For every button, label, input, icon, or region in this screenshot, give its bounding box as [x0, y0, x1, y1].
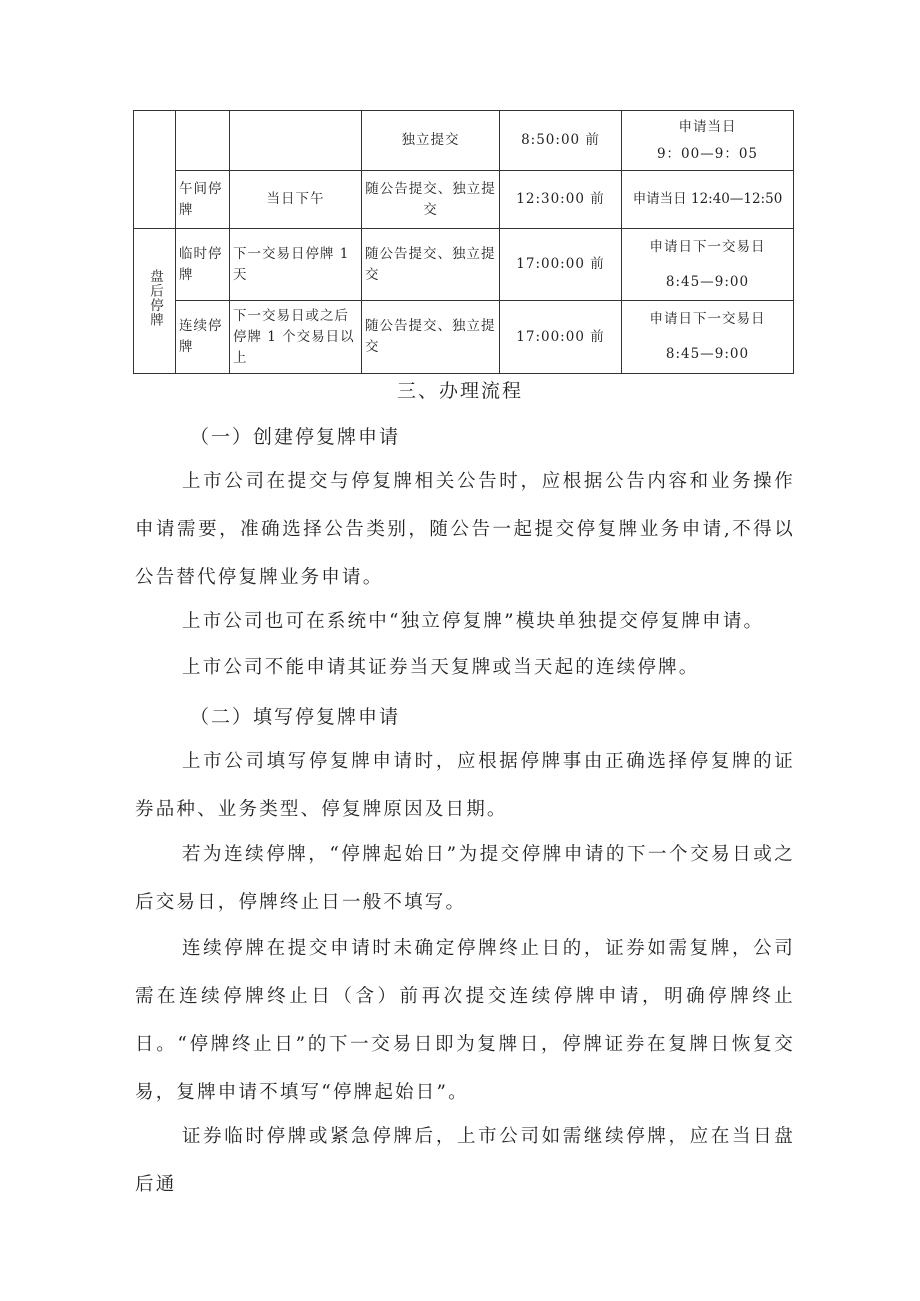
paragraph-3 [135, 644, 795, 692]
paragraph-text: 连续停牌在提交申请时未确定停牌终止日的，证券如需复牌，公司需在连续停牌终止日（含）前再次提交连续停牌申请，明确停牌终止日。“停牌终止日”的下一交易日即为复牌日，停牌证券在复牌日恢复交易，复牌申请不填写“停牌起始日”。 [135, 938, 795, 1103]
table-row [134, 171, 794, 229]
window-line-1: 申请日下一交易日 [649, 311, 766, 327]
table-cell-window: 申请当日 12:40—12:50 [622, 171, 794, 229]
table-cell-deadline: 17:00:00 前 [500, 301, 622, 374]
table-cell-time [230, 111, 362, 171]
table-cell-mode: 独立提交 [362, 111, 500, 171]
table-cell-window [622, 229, 794, 301]
category-label: 盘后停牌 [147, 268, 163, 327]
section-title: 三、办理流程 [396, 380, 523, 402]
table-cell-deadline: 8:50:00 前 [500, 111, 622, 171]
paragraph-2 [135, 598, 795, 646]
window-line-2: 9：00—9：05 [656, 145, 759, 162]
table-row [134, 301, 794, 374]
window-line-2: 8:45—9:00 [665, 346, 750, 362]
paragraph-1 [135, 458, 795, 602]
paragraph-7 [135, 1113, 795, 1209]
window-line-1: 申请当日 [678, 118, 737, 135]
paragraph-6 [135, 925, 795, 1117]
paragraph-text: 上市公司在提交与停复牌相关公告时，应根据公告内容和业务操作申请需要，准确选择公告类别，随公告一起提交停复牌业务申请,不得以公告替代停复牌业务申请。 [135, 471, 795, 588]
paragraph-text: 上市公司也可在系统中“独立停复牌”模块单独提交停复牌申请。 [182, 611, 765, 632]
table-cell-mode: 随公告提交、独立提交 [362, 301, 500, 374]
suspension-rules-table [133, 110, 794, 374]
table-cell-deadline: 17:00:00 前 [500, 229, 622, 301]
table-cell-type: 午间停牌 [176, 171, 230, 229]
paragraph-text: 上市公司不能申请其证券当天复牌或当天起的连续停牌。 [182, 657, 700, 678]
table-cell-window [622, 111, 794, 171]
table-cell-mode: 随公告提交、独立提交 [362, 229, 500, 301]
table-cell-category [134, 229, 176, 374]
table-cell-time: 当日下午 [230, 171, 362, 229]
paragraph-text: 证券临时停牌或紧急停牌后，上市公司如需继续停牌，应在当日盘后通 [135, 1126, 795, 1195]
paragraph-text: 上市公司填写停复牌申请时，应根据停牌事由正确选择停复牌的证券品种、业务类型、停复牌原因及日期。 [135, 751, 795, 820]
table-cell-mode: 随公告提交、独立提交 [362, 171, 500, 229]
paragraph-text: 若为连续停牌，“停牌起始日”为提交停牌申请的下一个交易日或之后交易日，停牌终止日一般不填写。 [135, 844, 795, 913]
table-row [134, 111, 794, 171]
table-cell-deadline: 12:30:00 前 [500, 171, 622, 229]
table-cell-category [134, 111, 176, 229]
window-line-2: 8:45—9:00 [665, 273, 750, 290]
table-cell-time: 下一交易日停牌 1 天 [230, 229, 362, 301]
subsection-heading-2: （二）填写停复牌申请 [190, 706, 401, 728]
table-cell-type: 临时停牌 [176, 229, 230, 301]
table-cell-type [176, 111, 230, 171]
paragraph-4 [135, 738, 795, 834]
paragraph-5 [135, 831, 795, 927]
window-line-1: 申请日下一交易日 [649, 238, 766, 255]
subsection-heading-1: （一）创建停复牌申请 [190, 426, 401, 448]
table-row [134, 229, 794, 301]
table-cell-time: 下一交易日或之后停牌 1 个交易日以上 [230, 301, 362, 374]
table-cell-type: 连续停牌 [176, 301, 230, 374]
table-cell-window [622, 301, 794, 374]
